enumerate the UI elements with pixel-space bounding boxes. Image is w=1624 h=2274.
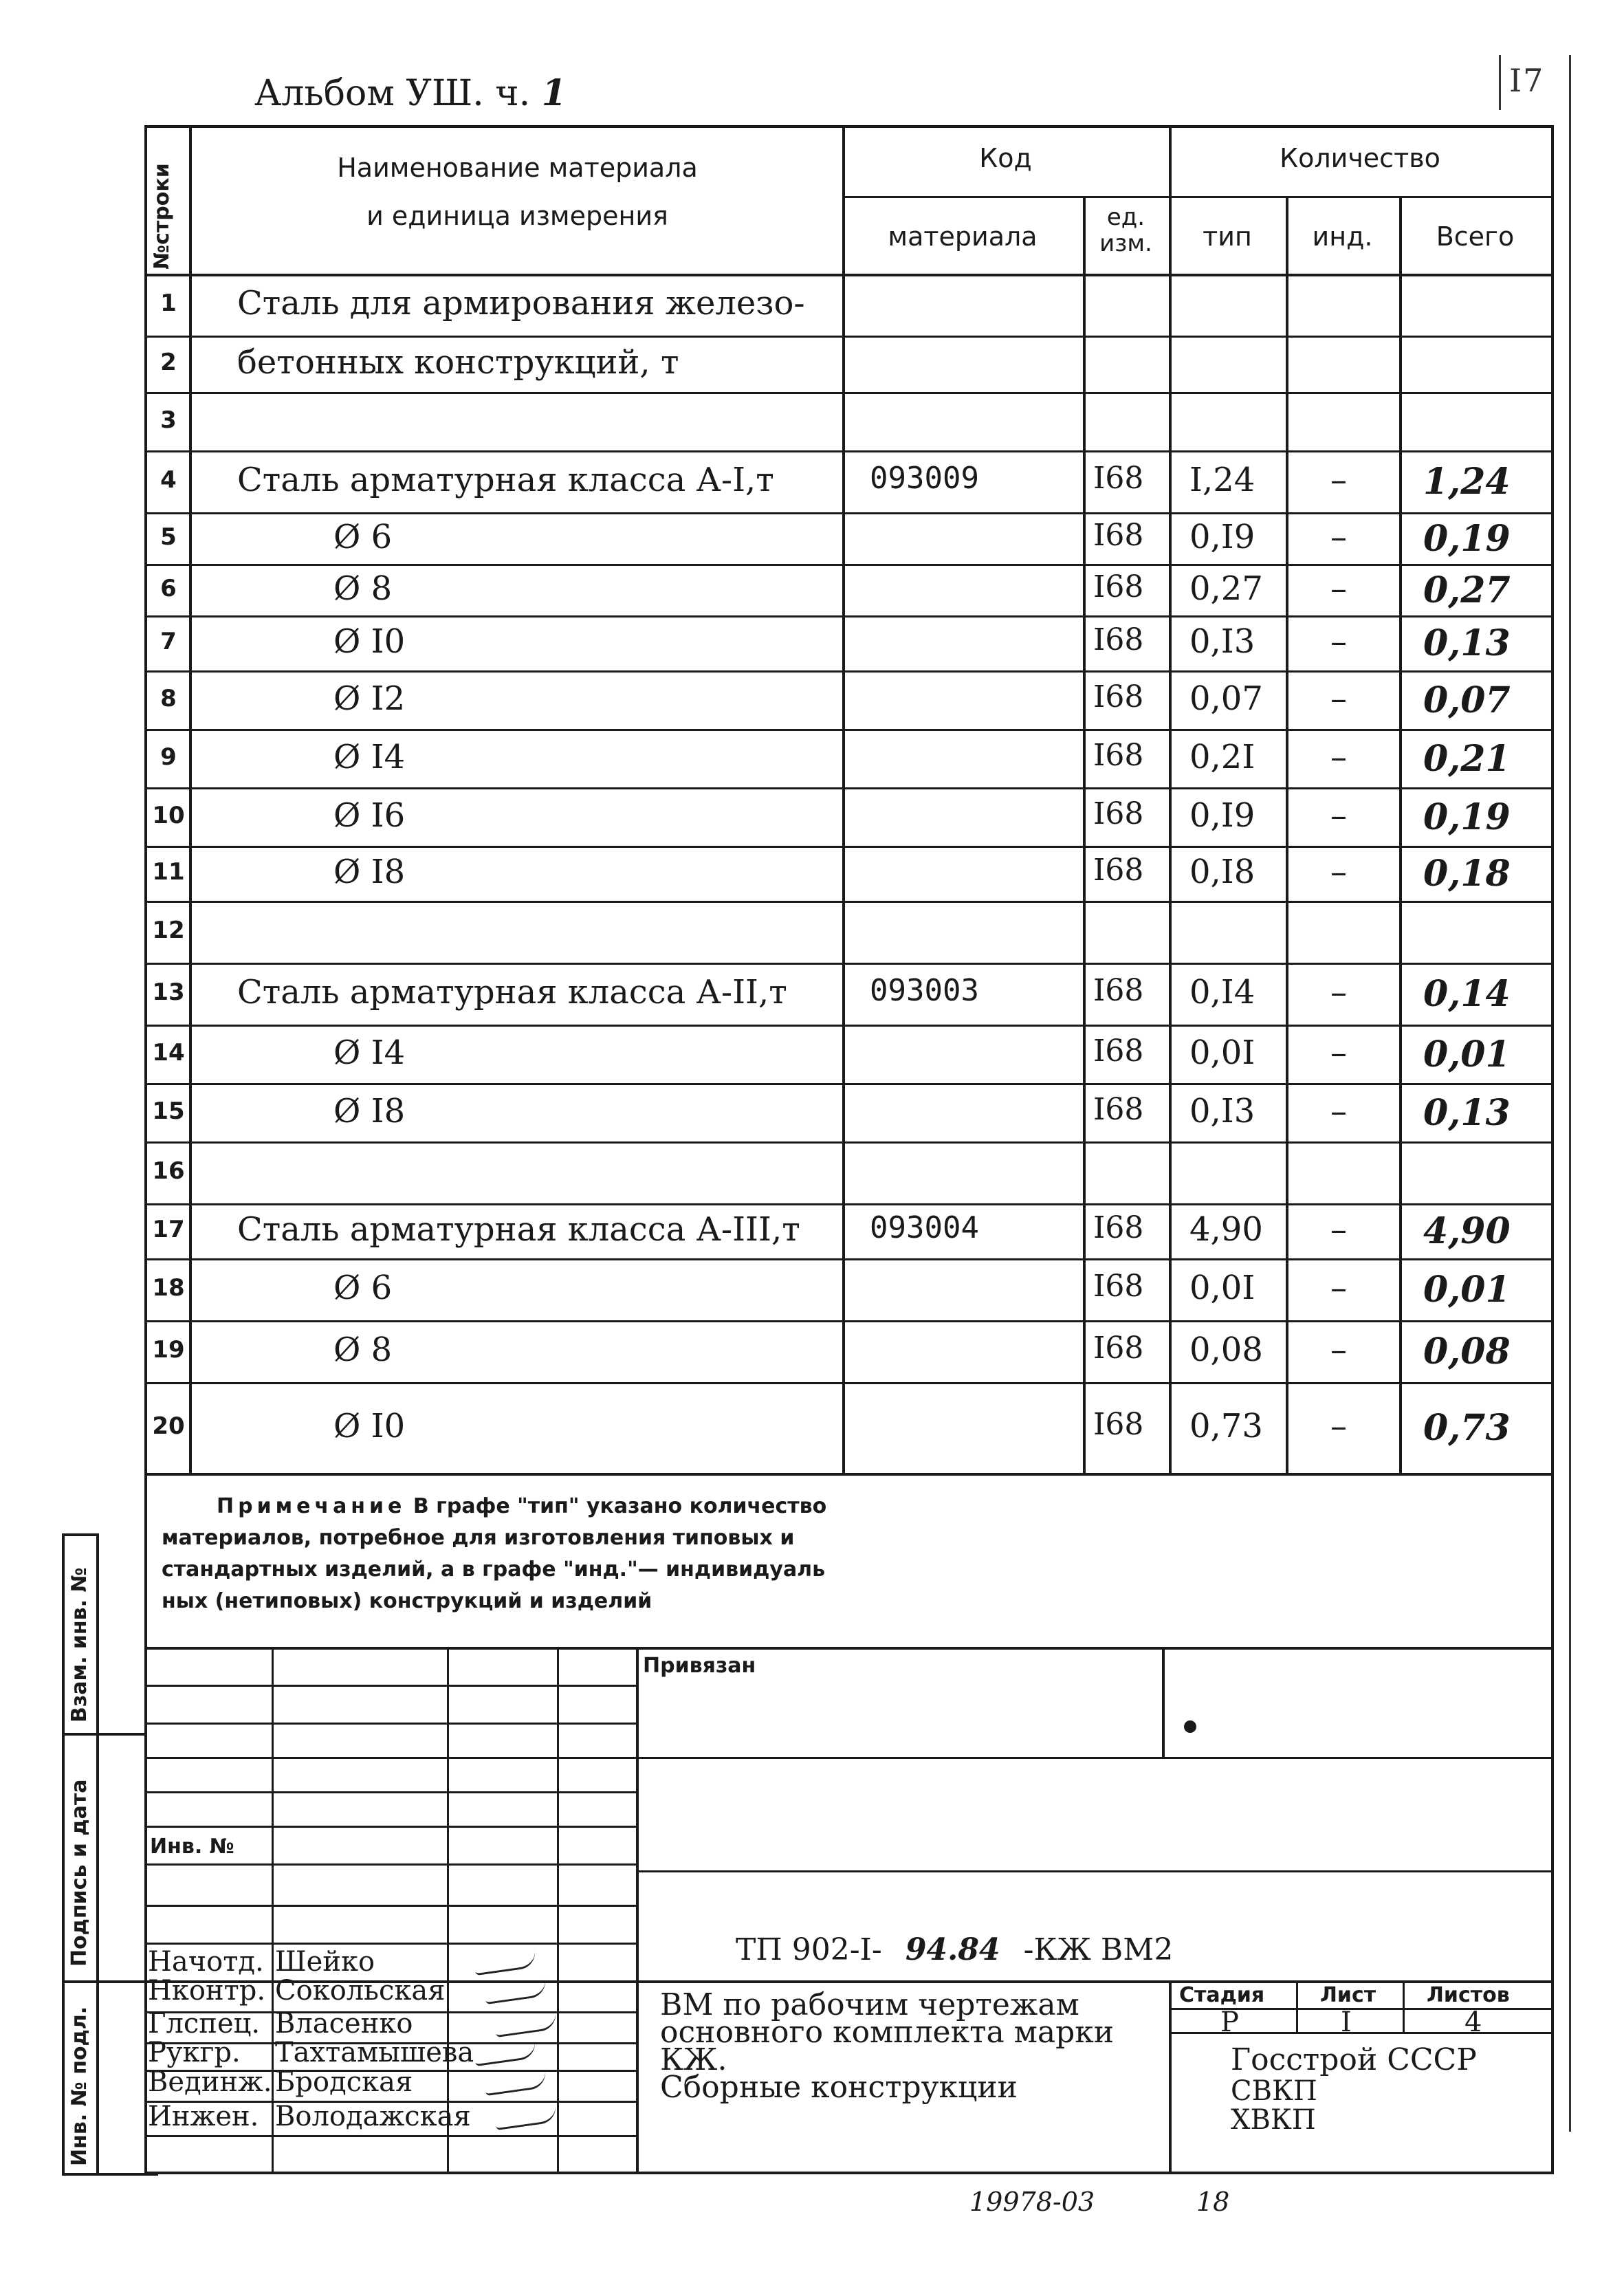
note-title: Примечание (217, 1494, 406, 1518)
row-total: 0,01 (1423, 1269, 1511, 1311)
stamp-dot-mark (1184, 1720, 1196, 1733)
row-ind: – (1330, 517, 1347, 556)
privyazan-label: Привязан (643, 1654, 756, 1678)
row-ind: – (1330, 737, 1347, 776)
sheet-label: Лист (1320, 1983, 1376, 2007)
signature-mark (484, 2070, 548, 2096)
staff-role: Начотд. (148, 1946, 264, 1978)
row-divider (144, 1320, 1554, 1322)
sheet-value: I (1341, 2007, 1352, 2038)
doc-code-number: 94.84 (905, 1932, 1000, 1967)
row-divider (144, 1203, 1554, 1205)
staff-name: Володажская (275, 2101, 471, 2132)
stamp-row-line (144, 1685, 636, 1687)
row-name: Ø I2 (333, 679, 406, 718)
row-number: 14 (152, 1038, 185, 1067)
footer-page: 18 (1196, 2187, 1230, 2217)
row-number: 12 (152, 917, 185, 944)
doc-code-suffix: -КЖ ВМ2 (1023, 1932, 1174, 1967)
row-number: 1 (160, 289, 177, 317)
row-unit: I68 (1093, 569, 1144, 604)
stamp-top-line (144, 1647, 1554, 1650)
row-ind: – (1330, 1033, 1347, 1072)
header-name-line2: и единица измерения (366, 201, 668, 231)
row-ind: – (1330, 853, 1347, 891)
row-ind: – (1330, 1091, 1347, 1130)
row-name: Ø 6 (333, 517, 393, 556)
row-divider (144, 1025, 1554, 1027)
row-total: 0,18 (1423, 853, 1511, 895)
signature-mark (494, 2105, 558, 2130)
row-name: Ø I4 (333, 737, 406, 776)
stamp-left-border (144, 1472, 147, 2173)
side-strip-bottom (62, 2173, 158, 2176)
note-line3: стандартных изделий, а в графе "инд."— индивидуаль (162, 1557, 826, 1582)
row-type: 0,27 (1189, 569, 1263, 608)
row-total: 0,19 (1423, 796, 1511, 838)
stage-label: Стадия (1179, 1983, 1265, 2007)
row-ind: – (1330, 1331, 1347, 1369)
stamp-row-line (144, 1723, 636, 1725)
row-divider (144, 392, 1554, 394)
row-total: 4,90 (1423, 1210, 1511, 1252)
stamp-row-line (144, 1943, 636, 1945)
stamp-stage-sep1 (1296, 1980, 1298, 2032)
row-name: Ø 6 (333, 1269, 393, 1307)
row-number: 18 (152, 1274, 185, 1302)
row-code: 093004 (870, 1210, 979, 1245)
row-type: 0,I8 (1189, 853, 1255, 891)
side-label-inv-podl: Инв. № подл. (67, 2006, 91, 2166)
row-total: 0,14 (1423, 973, 1511, 1015)
row-unit: I68 (1093, 1033, 1144, 1069)
row-type: 0,0I (1189, 1033, 1255, 1072)
staff-role: Вединж. (148, 2066, 272, 2098)
row-unit: I68 (1093, 679, 1144, 714)
header-material: материала (888, 221, 1038, 252)
row-ind: – (1330, 1269, 1347, 1307)
row-number: 5 (160, 523, 177, 551)
row-code: 093009 (870, 461, 979, 496)
row-divider (144, 336, 1554, 338)
row-name: Сталь для армирования железо- (237, 284, 805, 322)
row-unit: I68 (1093, 1210, 1144, 1245)
row-unit: I68 (1093, 737, 1144, 773)
row-number: 3 (160, 406, 177, 434)
row-number: 8 (160, 684, 177, 712)
side-strip-right (96, 1533, 99, 2173)
row-divider (144, 512, 1554, 514)
row-divider (144, 729, 1554, 731)
side-label-podpis: Подпись и дата (67, 1779, 91, 1967)
staff-role: Нконтр. (148, 1975, 266, 2007)
note-block (162, 1491, 1193, 1617)
rows-bottom-line (144, 1473, 1554, 1476)
col-sep-unit (1169, 125, 1172, 1473)
row-divider (144, 901, 1554, 903)
row-divider (144, 564, 1554, 566)
staff-name: Власенко (275, 2008, 413, 2040)
row-type: 0,2I (1189, 737, 1255, 776)
row-total: 0,13 (1423, 1091, 1511, 1134)
row-number: 20 (152, 1412, 185, 1440)
row-divider (144, 450, 1554, 452)
row-unit: I68 (1093, 973, 1144, 1008)
col-sep-ind (1399, 196, 1402, 1473)
row-code: 093003 (870, 973, 979, 1008)
table-left-border (144, 125, 147, 1500)
row-ind: – (1330, 1210, 1347, 1249)
row-divider (144, 1258, 1554, 1260)
row-number: 19 (152, 1336, 185, 1364)
row-unit: I68 (1093, 1407, 1144, 1442)
row-name: Сталь арматурная класса А-III,т (237, 1210, 800, 1249)
header-ind: инд. (1312, 221, 1373, 252)
row-total: 0,73 (1423, 1407, 1511, 1449)
row-divider (144, 1382, 1554, 1384)
row-divider (144, 615, 1554, 617)
row-total: 0,19 (1423, 517, 1511, 560)
doc-code-prefix: ТП 902-I- (736, 1932, 882, 1967)
side-strip-sep1 (62, 1733, 144, 1736)
header-code: Код (979, 143, 1032, 173)
staff-name: Шейко (275, 1946, 375, 1978)
row-name: Ø I0 (333, 1407, 406, 1445)
row-unit: I68 (1093, 1269, 1144, 1304)
row-name: Ø I8 (333, 1091, 406, 1130)
row-unit: I68 (1093, 1091, 1144, 1127)
note-line2: материалов, потребное для изготовления типовых и (162, 1526, 795, 1550)
stamp-row-line (144, 1863, 636, 1866)
row-number: 13 (152, 979, 185, 1006)
row-number: 2 (160, 349, 177, 376)
row-type: 0,I4 (1189, 973, 1255, 1012)
doc-code (736, 1932, 1173, 1967)
row-type: 0,0I (1189, 1269, 1255, 1307)
stamp-privyazan-sep (1162, 1647, 1165, 1757)
note-line1 (162, 1491, 1193, 1522)
inv-no-label: Инв. № (150, 1835, 234, 1859)
signature-mark (494, 2012, 558, 2037)
row-name: бетонных конструкций, т (237, 343, 679, 382)
staff-role: Рукгр. (148, 2037, 241, 2068)
row-type: 0,I3 (1189, 1091, 1255, 1130)
row-total: 0,01 (1423, 1033, 1511, 1075)
header-quantity: Количество (1280, 143, 1440, 173)
row-unit: I68 (1093, 622, 1144, 657)
album-label-text: Альбом УШ. ч. (254, 73, 531, 114)
stamp-row-line (636, 1870, 1551, 1872)
row-total: 0,07 (1423, 679, 1511, 721)
stamp-row-line (144, 1826, 636, 1828)
staff-role: Инжен. (148, 2101, 259, 2132)
signature-mark (474, 2041, 538, 2066)
row-type: 0,I9 (1189, 517, 1255, 556)
row-number: 6 (160, 574, 177, 602)
row-ind: – (1330, 1407, 1347, 1445)
row-type: 4,90 (1189, 1210, 1263, 1249)
album-part: 1 (541, 72, 567, 114)
header-type: тип (1203, 221, 1252, 252)
row-total: 0,13 (1423, 622, 1511, 664)
side-strip-top (62, 1533, 96, 1536)
row-type: 0,I9 (1189, 796, 1255, 835)
stamp-row-line (144, 1905, 636, 1907)
side-label-vzam: Взам. инв. № (67, 1567, 91, 1723)
row-divider (144, 963, 1554, 965)
staff-name: Бродская (275, 2066, 413, 2098)
header-bottom-line (144, 274, 1554, 276)
stamp-col4 (636, 1647, 639, 2173)
row-ind: – (1330, 796, 1347, 835)
stamp-bottom-line (144, 2172, 1554, 2174)
row-name: Ø I8 (333, 853, 406, 891)
org-line1: Госстрой СССР (1231, 2042, 1477, 2077)
row-unit: I68 (1093, 853, 1144, 888)
page-number: I7 (1509, 62, 1545, 99)
desc-line1: ВМ по рабочим чертежам (660, 1987, 1079, 2022)
header-unit-line1: ед. (1106, 204, 1145, 231)
row-unit: I68 (1093, 1331, 1144, 1366)
row-number: 4 (160, 466, 177, 494)
row-divider (144, 846, 1554, 848)
header-total: Всего (1436, 221, 1515, 252)
staff-role: Глспец. (148, 2008, 261, 2040)
row-number: 16 (152, 1157, 185, 1185)
row-unit: I68 (1093, 796, 1144, 831)
row-number: 7 (160, 628, 177, 655)
row-name: Ø I0 (333, 622, 406, 661)
org-line2: СВКП (1231, 2075, 1317, 2107)
stage-value: Р (1220, 2007, 1239, 2038)
row-unit: I68 (1093, 517, 1144, 553)
desc-line3: КЖ. (660, 2042, 727, 2077)
row-name: Сталь арматурная класса А-II,т (237, 973, 787, 1012)
desc-line2: основного комплекта марки (660, 2015, 1115, 2050)
side-strip-left (62, 1533, 65, 2173)
row-name: Ø I4 (333, 1033, 406, 1072)
row-divider (144, 787, 1554, 789)
row-name: Сталь арматурная класса А-I,т (237, 461, 774, 499)
org-line3: ХВКП (1231, 2104, 1316, 2136)
table-right-border (1551, 125, 1554, 1500)
row-ind: – (1330, 679, 1347, 718)
sheets-value: 4 (1464, 2007, 1482, 2038)
staff-name: Сокольская (275, 1975, 446, 2007)
note-line4: ных (нетиповых) конструкций и изделий (162, 1589, 652, 1613)
table-top-border (144, 125, 1554, 128)
row-number: 15 (152, 1097, 185, 1125)
row-type: 0,I3 (1189, 622, 1255, 661)
header-row-no: №строки (150, 163, 174, 270)
staff-name: Тахтамышева (275, 2037, 474, 2068)
row-name: Ø 8 (333, 1331, 393, 1369)
row-divider (144, 670, 1554, 673)
header-unit-line2: изм. (1099, 230, 1152, 257)
stamp-col3 (557, 1647, 559, 2173)
row-type: 0,08 (1189, 1331, 1263, 1369)
row-total: 0,21 (1423, 737, 1511, 780)
row-name: Ø I6 (333, 796, 406, 835)
row-divider (144, 1141, 1554, 1144)
row-number: 17 (152, 1216, 185, 1243)
row-divider (144, 1083, 1554, 1085)
row-total: 0,08 (1423, 1331, 1511, 1373)
stamp-row-line (144, 1757, 1551, 1759)
header-inner-line (842, 196, 1551, 198)
stamp-right-border (1551, 1472, 1554, 2173)
stamp-row-line (144, 2135, 636, 2137)
row-total: 0,27 (1423, 569, 1511, 611)
row-unit: I68 (1093, 461, 1144, 496)
col-sep-rownum (189, 125, 192, 1473)
header-name-line1: Наименование материала (337, 153, 698, 183)
stamp-row-line (144, 1791, 636, 1793)
row-name: Ø 8 (333, 569, 393, 608)
note-text1: В графе "тип" указано количество (413, 1494, 827, 1518)
row-type: I,24 (1189, 461, 1255, 499)
stamp-stage-sep2 (1403, 1980, 1405, 2032)
sheets-label: Листов (1427, 1983, 1510, 2007)
row-ind: – (1330, 973, 1347, 1012)
desc-line4: Сборные конструкции (660, 2070, 1018, 2105)
side-strip-sep2 (62, 1980, 144, 1983)
row-ind: – (1330, 461, 1347, 499)
row-total: 1,24 (1423, 461, 1511, 503)
row-ind: – (1330, 622, 1347, 661)
signature-mark (474, 1950, 538, 1976)
row-type: 0,07 (1189, 679, 1263, 718)
row-number: 10 (152, 801, 185, 829)
row-type: 0,73 (1189, 1407, 1263, 1445)
stamp-col2 (447, 1647, 449, 2173)
row-number: 11 (152, 858, 185, 886)
row-ind: – (1330, 569, 1347, 608)
col-sep-type (1286, 196, 1288, 1473)
footer-archive-no: 19978-03 (969, 2187, 1095, 2217)
row-number: 9 (160, 743, 177, 771)
col-sep-name (842, 125, 845, 1473)
col-sep-code (1083, 196, 1086, 1473)
